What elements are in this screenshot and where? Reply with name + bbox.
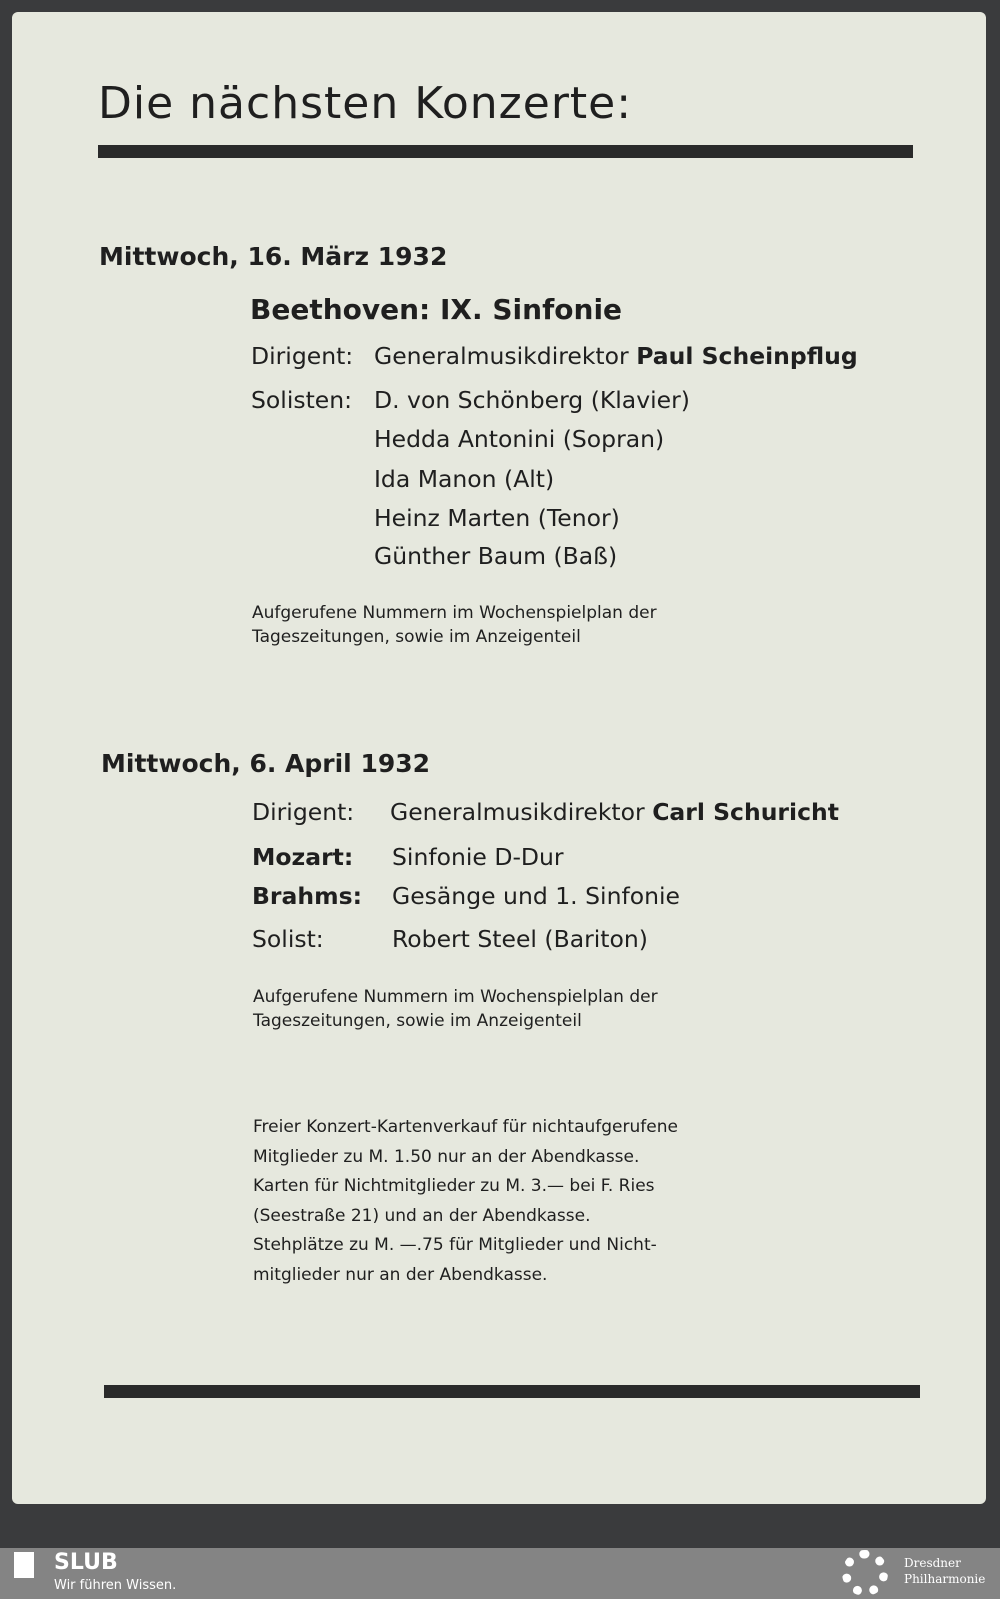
sales-info-line: Mitglieder zu M. 1.50 nur an der Abendkasse. bbox=[253, 1147, 640, 1167]
sales-info-line: Freier Konzert-Kartenverkauf für nichtaufgerufene bbox=[253, 1117, 678, 1137]
soloist: Heinz Marten (Tenor) bbox=[374, 504, 620, 532]
soloist: Ida Manon (Alt) bbox=[374, 465, 555, 493]
concert-note: Tageszeitungen, sowie im Anzeigenteil bbox=[252, 627, 581, 647]
program-work: Gesänge und 1. Sinfonie bbox=[392, 882, 680, 910]
concert-note: Aufgerufene Nummern im Wochenspielplan der bbox=[253, 987, 658, 1007]
partner-name-line1: Dresdner bbox=[904, 1556, 961, 1570]
soloist: Robert Steel (Bariton) bbox=[392, 925, 648, 953]
program-work: Sinfonie D-Dur bbox=[392, 843, 564, 871]
sales-info-line: mitglieder nur an der Abendkasse. bbox=[253, 1265, 548, 1285]
divider-top bbox=[98, 145, 913, 158]
soloist-label: Solist: bbox=[252, 925, 324, 953]
sales-info-line: (Seestraße 21) und an der Abendkasse. bbox=[253, 1206, 591, 1226]
conductor-title: Generalmusikdirektor bbox=[390, 798, 645, 826]
footer-bar bbox=[0, 1548, 1000, 1599]
concert-date: Mittwoch, 16. März 1932 bbox=[99, 242, 448, 271]
conductor-label: Dirigent: bbox=[252, 798, 355, 826]
sales-info-line: Karten für Nichtmitglieder zu M. 3.— bei F. Ries bbox=[253, 1176, 655, 1196]
slub-logo-text: SLUB bbox=[54, 1550, 118, 1575]
soloists-label: Solisten: bbox=[251, 386, 353, 414]
partner-name-line2: Philharmonie bbox=[904, 1572, 986, 1586]
concert-note: Aufgerufene Nummern im Wochenspielplan der bbox=[252, 603, 657, 623]
soloist: D. von Schönberg (Klavier) bbox=[374, 386, 690, 414]
concert-note: Tageszeitungen, sowie im Anzeigenteil bbox=[253, 1011, 582, 1031]
page-title: Die nächsten Konzerte: bbox=[98, 78, 633, 129]
sales-info-line: Stehplätze zu M. —.75 für Mitglieder und Nicht- bbox=[253, 1235, 657, 1255]
conductor bbox=[374, 342, 858, 370]
conductor-name: Paul Scheinpflug bbox=[636, 342, 858, 370]
conductor-title: Generalmusikdirektor bbox=[374, 342, 629, 370]
divider-bottom bbox=[104, 1385, 920, 1398]
soloist: Günther Baum (Baß) bbox=[374, 542, 618, 570]
conductor-name: Carl Schuricht bbox=[652, 798, 839, 826]
concert-work: Beethoven: IX. Sinfonie bbox=[250, 293, 623, 326]
philharmonie-logo-icon bbox=[842, 1550, 888, 1596]
slub-tagline: Wir führen Wissen. bbox=[54, 1578, 177, 1593]
concert-date: Mittwoch, 6. April 1932 bbox=[101, 749, 431, 778]
conductor-label: Dirigent: bbox=[251, 342, 354, 370]
composer: Brahms: bbox=[252, 882, 362, 910]
conductor bbox=[390, 798, 839, 826]
book-icon bbox=[14, 1552, 34, 1578]
composer: Mozart: bbox=[252, 843, 354, 871]
soloist: Hedda Antonini (Sopran) bbox=[374, 425, 665, 453]
